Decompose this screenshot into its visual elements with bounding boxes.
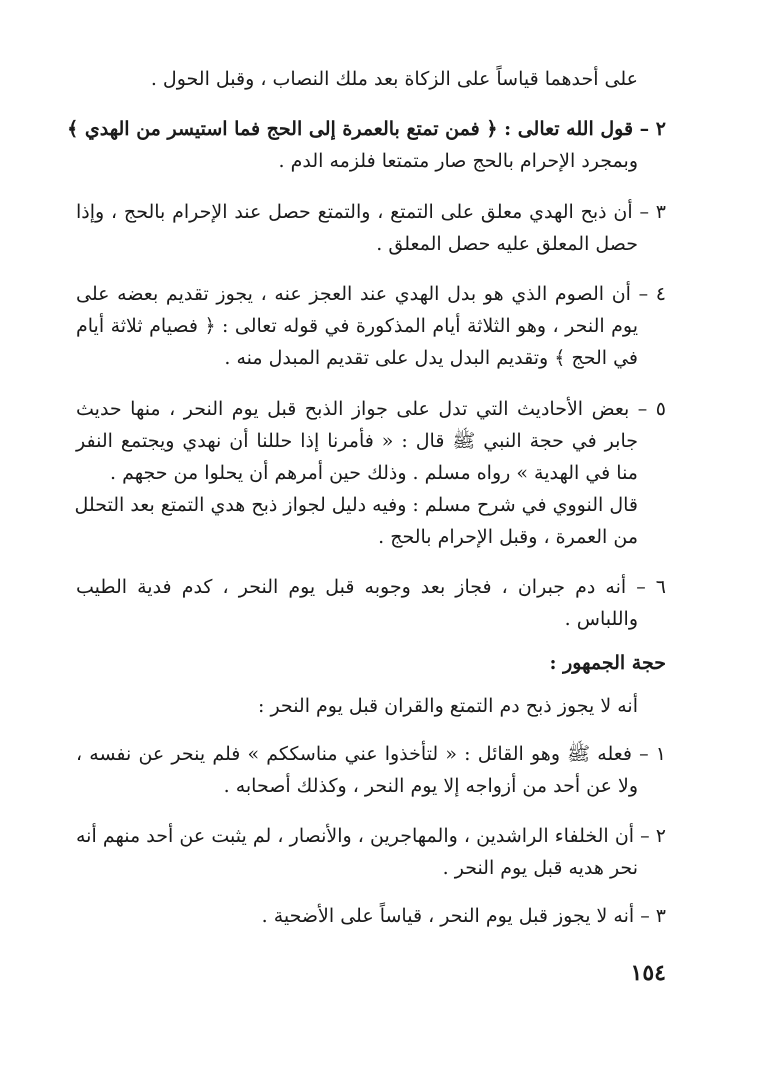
text-line: جابر في حجة النبي ﷺ قال : « فأمرنا إذا حللنا أن نهدي ويجتمع النفر — [76, 430, 638, 452]
text-line: نحر هديه قبل يوم النحر . — [442, 857, 638, 879]
text-line: ولا عن أحد من أزواجه إلا يوم النحر ، وكذلك أصحابه . — [223, 775, 638, 797]
text-line: ٢ – أن الخلفاء الراشدين ، والمهاجرين ، والأنصار ، لم يثبت عن أحد منهم أنه — [76, 825, 666, 847]
text-line: من العمرة ، وقبل الإحرام بالحج . — [378, 526, 638, 548]
text-line: ١ – فعله ﷺ وهو القائل : « لتأخذوا عني مناسككم » فلم ينحر عن نفسه ، — [76, 743, 666, 765]
text-line: ٦ – أنه دم جبران ، فجاز بعد وجوبه قبل يوم النحر ، كدم فدية الطيب — [76, 576, 666, 598]
text-line: ٤ – أن الصوم الذي هو بدل الهدي عند العجز عنه ، يجوز تقديم بعضه على — [76, 283, 666, 305]
text-line: في الحج ﴾ وتقديم البدل يدل على تقديم المبدل منه . — [224, 347, 638, 369]
text-line: قال النووي في شرح مسلم : وفيه دليل لجواز ذبح هدي التمتع بعد التحلل — [74, 494, 638, 516]
text-line: حصل المعلق عليه حصل المعلق . — [376, 233, 638, 255]
text-line: منا في الهدية » رواه مسلم . وذلك حين أمرهم أن يحلوا من حجهم . — [109, 462, 638, 484]
page-number: ١٥٤ — [630, 960, 666, 986]
text-line: ٣ – أنه لا يجوز قبل يوم النحر ، قياساً على الأضحية . — [261, 905, 666, 927]
text-line: ٥ – بعض الأحاديث التي تدل على جواز الذبح قبل يوم النحر ، منها حديث — [76, 398, 666, 420]
text-line: وبمجرد الإحرام بالحج صار متمتعا فلزمه الدم . — [278, 150, 638, 172]
text-line: واللباس . — [564, 608, 638, 630]
text-line: ٣ – أن ذبح الهدي معلق على التمتع ، والتمتع حصل عند الإحرام بالحج ، وإذا — [76, 201, 666, 223]
text-line: ٢ – قول الله تعالى : ﴿ فمن تمتع بالعمرة إلى الحج فما استيسر من الهدي ﴾ — [67, 118, 666, 140]
text-line: يوم النحر ، وهو الثلاثة أيام المذكورة في قوله تعالى : ﴿ فصيام ثلاثة أيام — [76, 315, 638, 337]
text-line: على أحدهما قياساً على الزكاة بعد ملك النصاب ، وقبل الحول . — [150, 68, 638, 90]
text-line: أنه لا يجوز ذبح دم التمتع والقران قبل يوم النحر : — [258, 695, 638, 717]
section-heading: حجة الجمهور : — [549, 652, 666, 674]
